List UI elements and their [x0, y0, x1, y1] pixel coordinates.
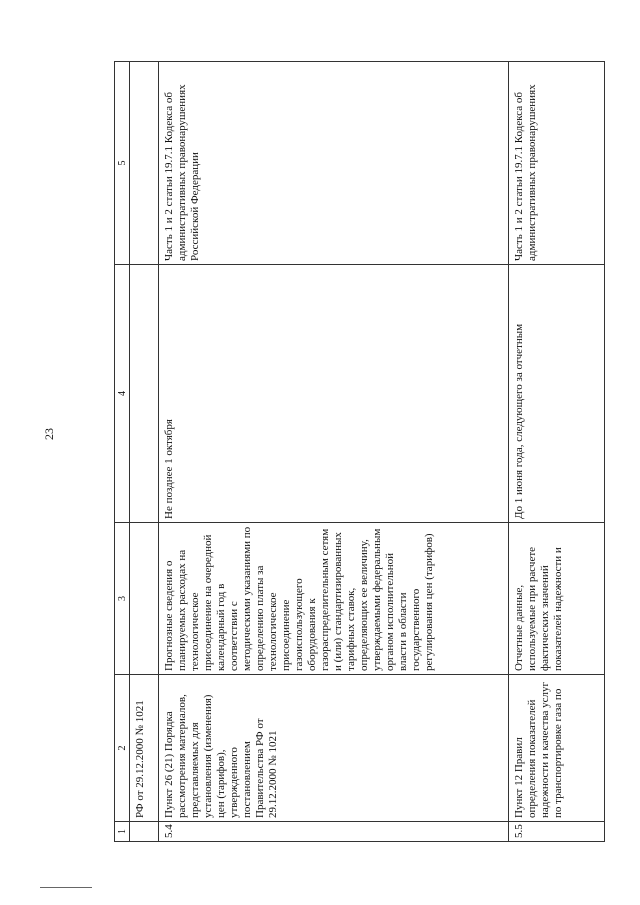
liability-cell: Часть 1 и 2 статьи 19.7.1 Кодекса об административных правонарушениях [509, 62, 605, 265]
table-row [130, 62, 159, 842]
table-row [509, 62, 605, 842]
page-number: 23 [42, 428, 56, 440]
table-row [159, 62, 509, 842]
header-cell: 4 [115, 265, 130, 523]
legal-basis-cell: Пункт 12 Правил определения показателей надежности и качества услуг по транспортировке газа по [509, 675, 605, 822]
table-cell [130, 822, 159, 842]
table-cell: РФ от 29.12.2000 № 1021 [130, 675, 159, 822]
header-cell: 2 [115, 675, 130, 822]
header-row [115, 62, 130, 842]
row-number: 5.5 [509, 822, 605, 842]
deadline-cell: Не позднее 1 октября [159, 265, 509, 523]
legal-basis-cell: Пункт 26 (21) Порядка рассмотрения материалов, представляемых для установления (изменения) цен (тарифов), утвержденного постановлением Правительства РФ от 29.12.2000 № 1021 [159, 675, 509, 822]
header-cell: 3 [115, 523, 130, 675]
row-number: 5.4 [159, 822, 509, 842]
table-cell [130, 62, 159, 265]
information-cell: Прогнозные сведения о планируемых расходах на технологическое присоединение на очередной календарный год в соответствии с методическими указаниями по определению платы за технологическое присоединение газоиспользующего оборудования к газораспределительным сетям и (или) стандартизированных тарифных ставок, определяющих ее величину, утверждаемыми федеральным органом исполнительной власти в области государственного регулирования цен (тарифов) [159, 523, 509, 675]
document-table [114, 61, 605, 842]
liability-cell: Часть 1 и 2 статьи 19.7.1 Кодекса об административных правонарушениях Российской Федерации [159, 62, 509, 265]
edge-mark [40, 887, 92, 888]
information-cell: Отчетные данные, используемые при расчете фактических значений показателей надежности и [509, 523, 605, 675]
table-cell [130, 523, 159, 675]
rotated-page [114, 62, 592, 842]
header-cell: 1 [115, 822, 130, 842]
deadline-cell: До 1 июня года, следующего за отчетным [509, 265, 605, 523]
table-cell [130, 265, 159, 523]
header-cell: 5 [115, 62, 130, 265]
